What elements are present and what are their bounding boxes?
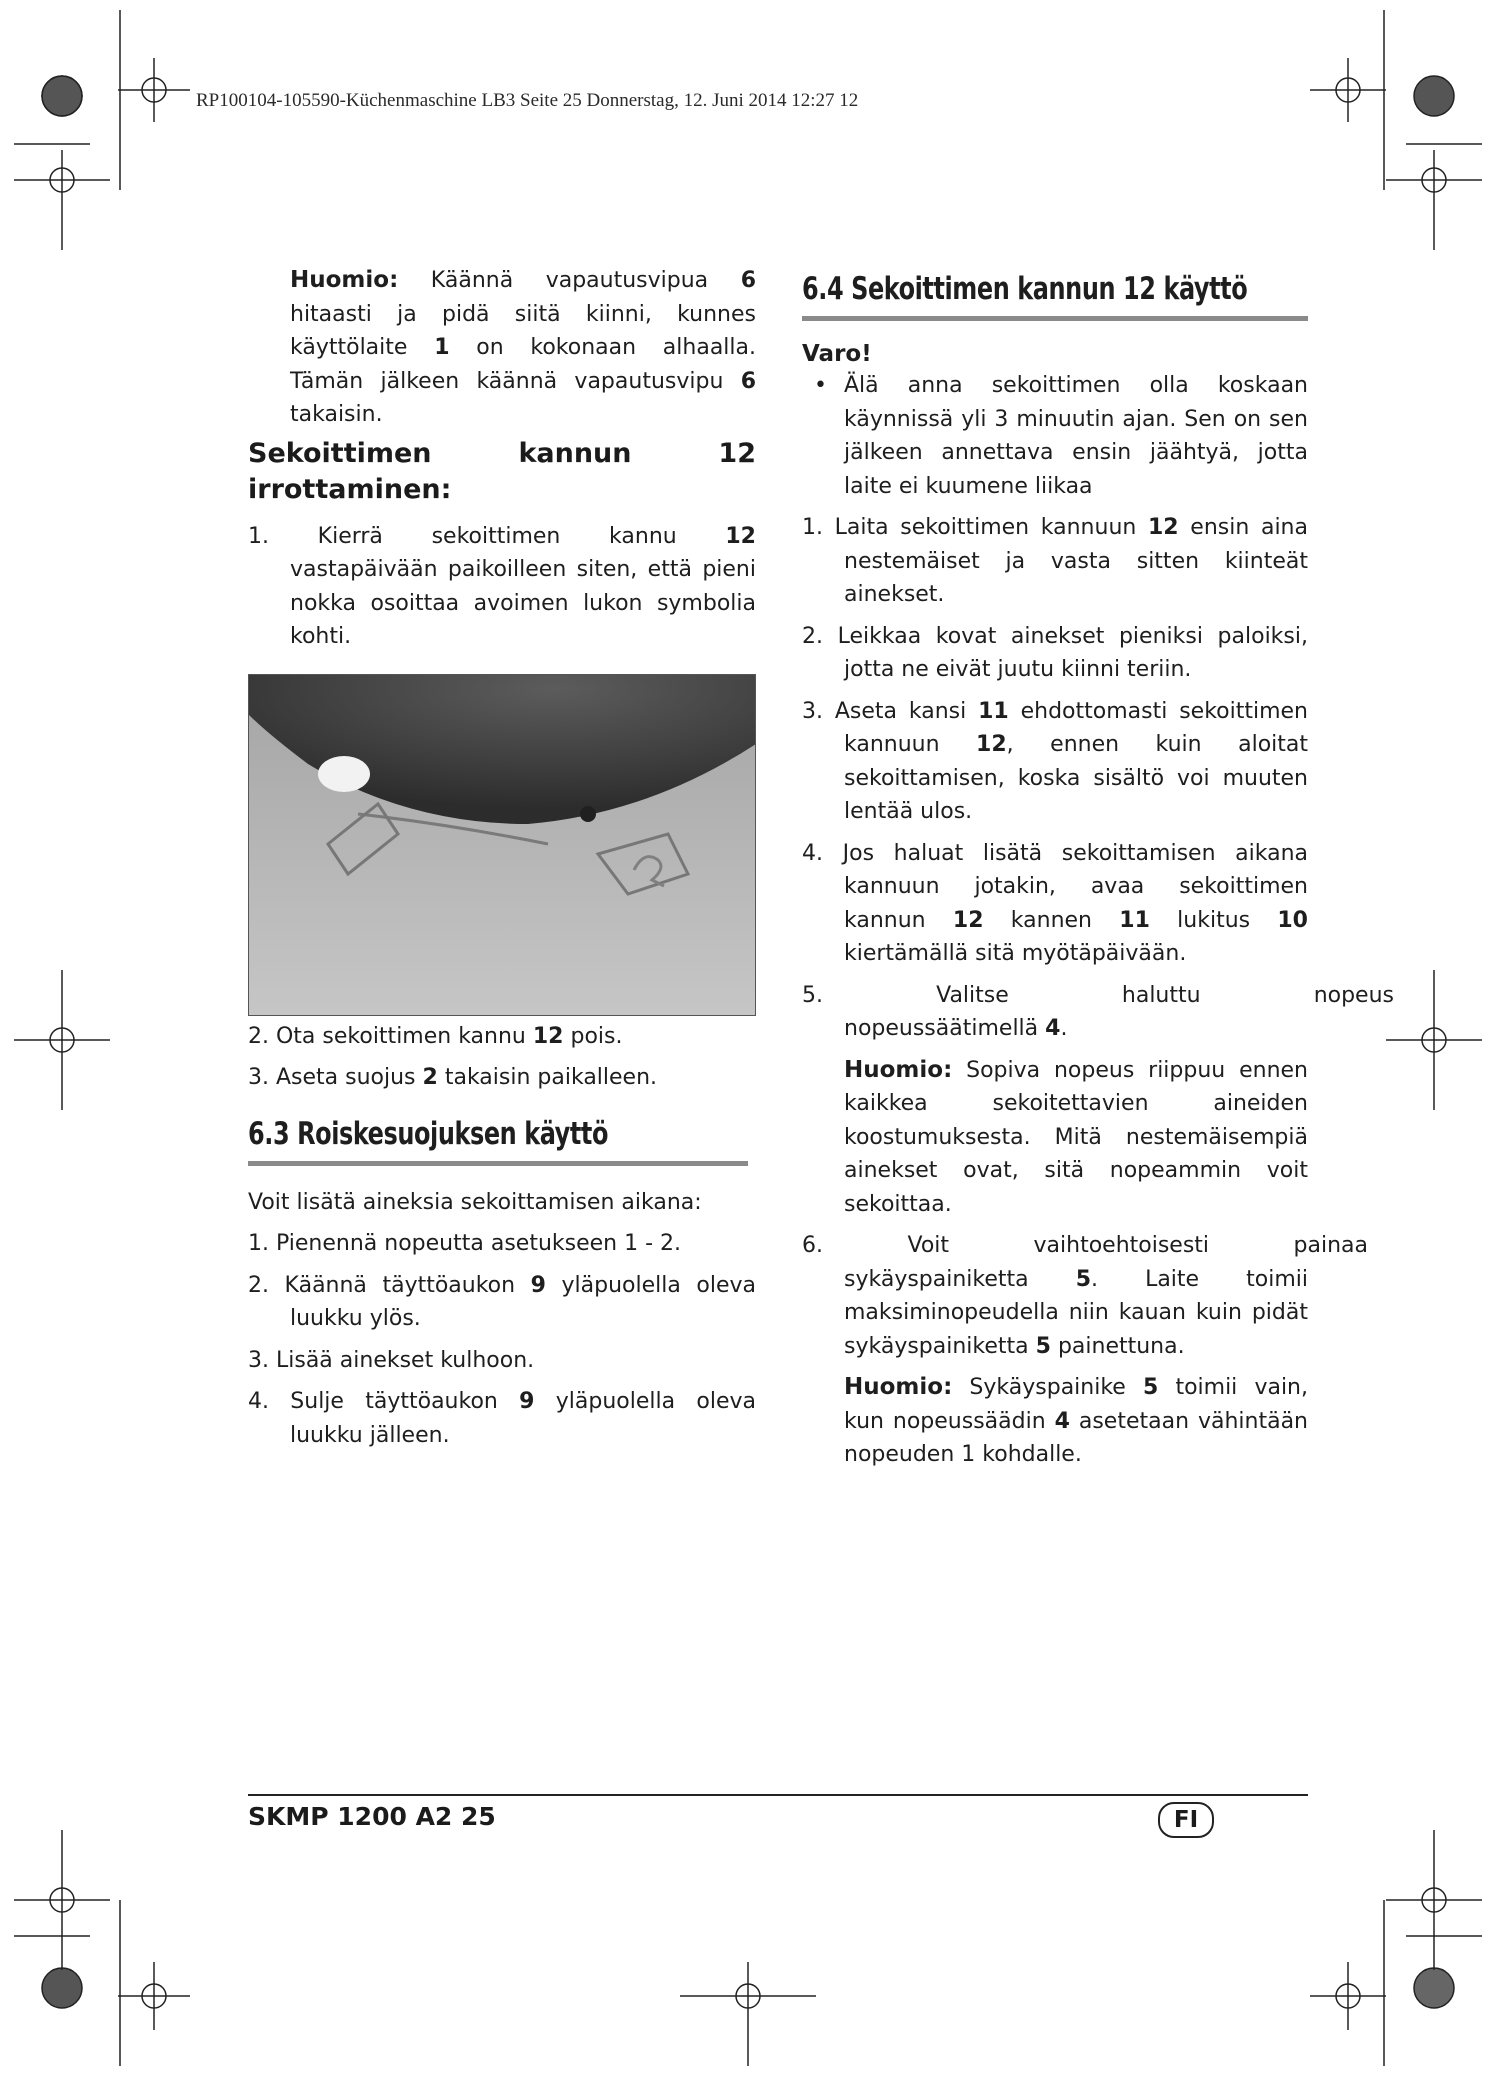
- list-item: 2. Käännä täyttöaukon 9 yläpuolella oleva luukku ylös.: [248, 1272, 756, 1331]
- step-1-remove: 1. Kierrä sekoittimen kannu 12 vastapäivään paikoilleen siten, että pieni nokka osoittaa avoimen lukon symbolia kohti.: [248, 523, 756, 649]
- subheading-remove-jug: Sekoittimen kannun 12 irrottaminen:: [248, 437, 756, 505]
- item-6: 6. Voit vaihtoehtoisesti painaa sykäyspainiketta 5. Laite toimii maksiminopeudella niin kauan kuin pidät sykäyspainiketta 5 painettuna.: [802, 1233, 1368, 1359]
- lock-symbol-photo: [248, 674, 756, 1016]
- print-header: RP100104-105590-Küchenmaschine LB3 Seite 25 Donnerstag, 12. Juni 2014 12:27 12: [196, 90, 859, 111]
- warning-label: Varo!: [802, 341, 872, 367]
- list-item: 4. Jos haluat lisätä sekoittamisen aikana kannuun jotakin, avaa sekoittimen kannun 12 kannen 11 lukitus 10 kiertämällä sitä myötäpäivään.: [802, 840, 1308, 966]
- section-6-3: [248, 1113, 756, 1453]
- section-rule: [248, 1161, 748, 1166]
- page-number: 25: [461, 1802, 496, 1831]
- model-number: SKMP 1200 A2: [248, 1802, 453, 1831]
- note-release-lever: Huomio: Käännä vapautusvipua 6 hitaasti ja pidä siitä kiinni, kunnes käyttölaite 1 on kokonaan alhaalla. Tämän jälkeen käännä vapautusvipu 6 takaisin.: [290, 267, 757, 427]
- section-6-3-list: [248, 1227, 756, 1452]
- note-speed: Huomio: Sopiva nopeus riippuu ennen kaikkea sekoitettavien aineiden koostumuksesta. Mitä nestemäisempiä ainekset ovat, sitä nopeammin voit sekoittaa.: [844, 1056, 1308, 1217]
- step-3-remove: 3. Aseta suojus 2 takaisin paikalleen.: [248, 1065, 658, 1090]
- warning-bullet: • Älä anna sekoittimen olla koskaan käynnissä yli 3 minuutin ajan. Sen on sen jälkeen annettava ensin jäähtyä, jotta laite ei kuumene liikaa: [802, 369, 1308, 503]
- list-item: 4. Sulje täyttöaukon 9 yläpuolella oleva luukku jälleen.: [248, 1389, 756, 1448]
- list-item: 3. Lisää ainekset kulhoon.: [248, 1347, 535, 1373]
- right-column: [802, 268, 1394, 1472]
- list-item: 1. Laita sekoittimen kannuun 12 ensin aina nestemäiset ja vasta sitten kiinteät ainekset.: [802, 515, 1308, 607]
- list-item: 3. Aseta kansi 11 ehdottomasti sekoittimen kannuun 12, ennen kuin aloitat sekoittamisen, koska sisältö voi muuten lentää ulos.: [802, 698, 1308, 824]
- section-6-3-intro: Voit lisätä aineksia sekoittamisen aikana:: [248, 1189, 702, 1215]
- item-5: 5. Valitse haluttu nopeus nopeussäätimellä 4.: [802, 982, 1394, 1041]
- section-rule: [802, 316, 1308, 321]
- bullet-icon: •: [814, 373, 827, 398]
- footer-model-page: [248, 1802, 496, 1831]
- section-6-4-list: [802, 511, 1308, 971]
- list-item: 1. Pienennä nopeutta asetukseen 1 - 2.: [248, 1231, 682, 1256]
- note-pulse: Huomio: Sykäyspainike 5 toimii vain, kun nopeussäädin 4 asetetaan vähintään nopeuden 1 kohdalle.: [844, 1374, 1308, 1467]
- section-6-4-title: 6.4 Sekoittimen kannun 12 käyttö: [802, 271, 1248, 307]
- note-label: Huomio:: [290, 267, 399, 293]
- left-column: [248, 264, 756, 1452]
- list-item: 2. Leikkaa kovat ainekset pieniksi paloiksi, jotta ne eivät juutu kiinni teriin.: [802, 623, 1308, 682]
- language-badge: FI: [1158, 1802, 1214, 1838]
- step-2-remove: 2. Ota sekoittimen kannu 12 pois.: [248, 1023, 623, 1049]
- section-6-3-title: 6.3 Roiskesuojuksen käyttö: [248, 1115, 609, 1152]
- footer-rule: [248, 1794, 1308, 1796]
